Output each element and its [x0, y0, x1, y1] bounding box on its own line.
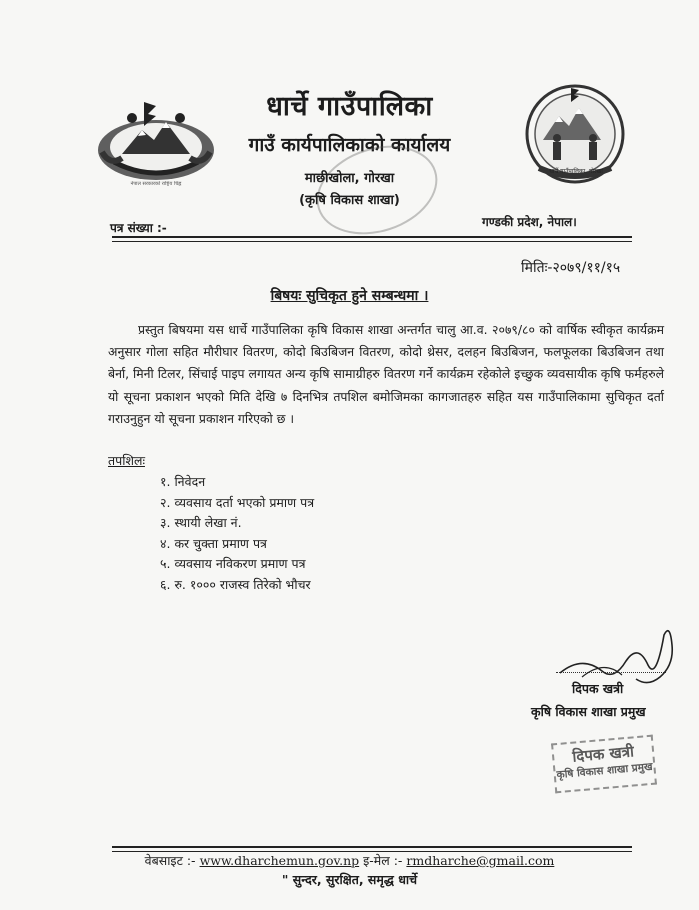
branch-name: (कृषि विकास शाखा)	[299, 193, 400, 208]
requirements-title: तपशिलः	[108, 453, 145, 468]
list-item: ४. कर चुक्ता प्रमाण पत्र	[160, 535, 267, 551]
municipality-name: धार्चे गाउँपालिका	[266, 91, 433, 122]
requirements-list	[160, 472, 314, 595]
stamp-title: कृषि विकास शाखा प्रमुख	[556, 760, 654, 782]
signatory-name: दिपक खत्री	[572, 681, 624, 696]
signatory-title: कृषि विकास शाखा प्रमुख	[531, 704, 646, 719]
list-item: १. निवेदन	[160, 474, 206, 489]
website-label: वेबसाइट :-	[144, 853, 196, 868]
letter-date: मितिः-२०७९/११/१५	[521, 260, 621, 276]
website-link[interactable]: www.dharchemun.gov.np	[199, 853, 360, 868]
right-emblem-caption: धार्चे गाउँपालिका, गोरखा	[549, 168, 603, 175]
header-divider	[112, 236, 632, 238]
left-emblem-caption: नेपाल सरकारको राष्ट्रिय चिह्न	[130, 181, 182, 187]
footer-contact	[0, 852, 699, 869]
name-stamp	[551, 735, 657, 794]
office-name: गाउँ कार्यपालिकाको कार्यालय	[248, 134, 451, 156]
reference-number-label: पत्र संख्या :-	[110, 221, 167, 235]
header-divider-thin	[112, 241, 632, 242]
body-text: प्रस्तुत बिषयमा यस धार्चे गाउँपालिका कृषि विकास शाखा अन्तर्गत चालु आ.व. २०७९/८० को वार्षिक स्वीकृत कार्यक्रम अनुसार गोला सहित मौरीघार वितरण, कोदो बिउबिजन वितरण, कोदो थ्रेसर, दलहन बिउबिजन, फलफूलका बिउबिजन तथा बेर्ना, मिनी टिलर, सिंचाई पाइप लगायत अन्य कृषि सामाग्रीहरु वितरण गर्ने कार्यक्रम रहेकोले इच्छुक व्यवसायीक कृषि फर्महरुले यो सूचना प्रकाशन भएको मिति देखि ७ दिनभित्र तपशिल बमोजिमका कागजातहरु सहित यस गाउँपालिकामा सुचिकृत दर्ता गराउनुहुन यो सूचना प्रकाशन गरिएको छ ।	[108, 322, 664, 426]
province-address: गण्डकी प्रदेश, नेपाल।	[482, 215, 577, 229]
office-location: माछीखोला, गोरखा	[304, 171, 395, 186]
email-link[interactable]: rmdharche@gmail.com	[406, 853, 555, 868]
municipality-motto: " सुन्दर, सुरक्षित, समृद्ध धार्चे	[281, 872, 418, 887]
letter-body	[108, 319, 664, 430]
signature-line	[556, 672, 666, 673]
subject-text: बिषयः सुचिकृत हुने सम्बन्धमा ।	[270, 288, 429, 304]
email-label: इ-मेल :-	[363, 853, 403, 868]
list-item: ३. स्थायी लेखा नं.	[160, 515, 242, 530]
list-item: ६. रु. १००० राजस्व तिरेको भौचर	[160, 576, 311, 592]
footer-divider	[112, 846, 632, 848]
list-item: २. व्यवसाय दर्ता भएको प्रमाण पत्र	[160, 494, 315, 510]
stamp-name: दिपक खत्री	[571, 742, 635, 766]
list-item: ५. व्यवसाय नविकरण प्रमाण पत्र	[160, 556, 306, 571]
letter-subject	[0, 286, 699, 305]
